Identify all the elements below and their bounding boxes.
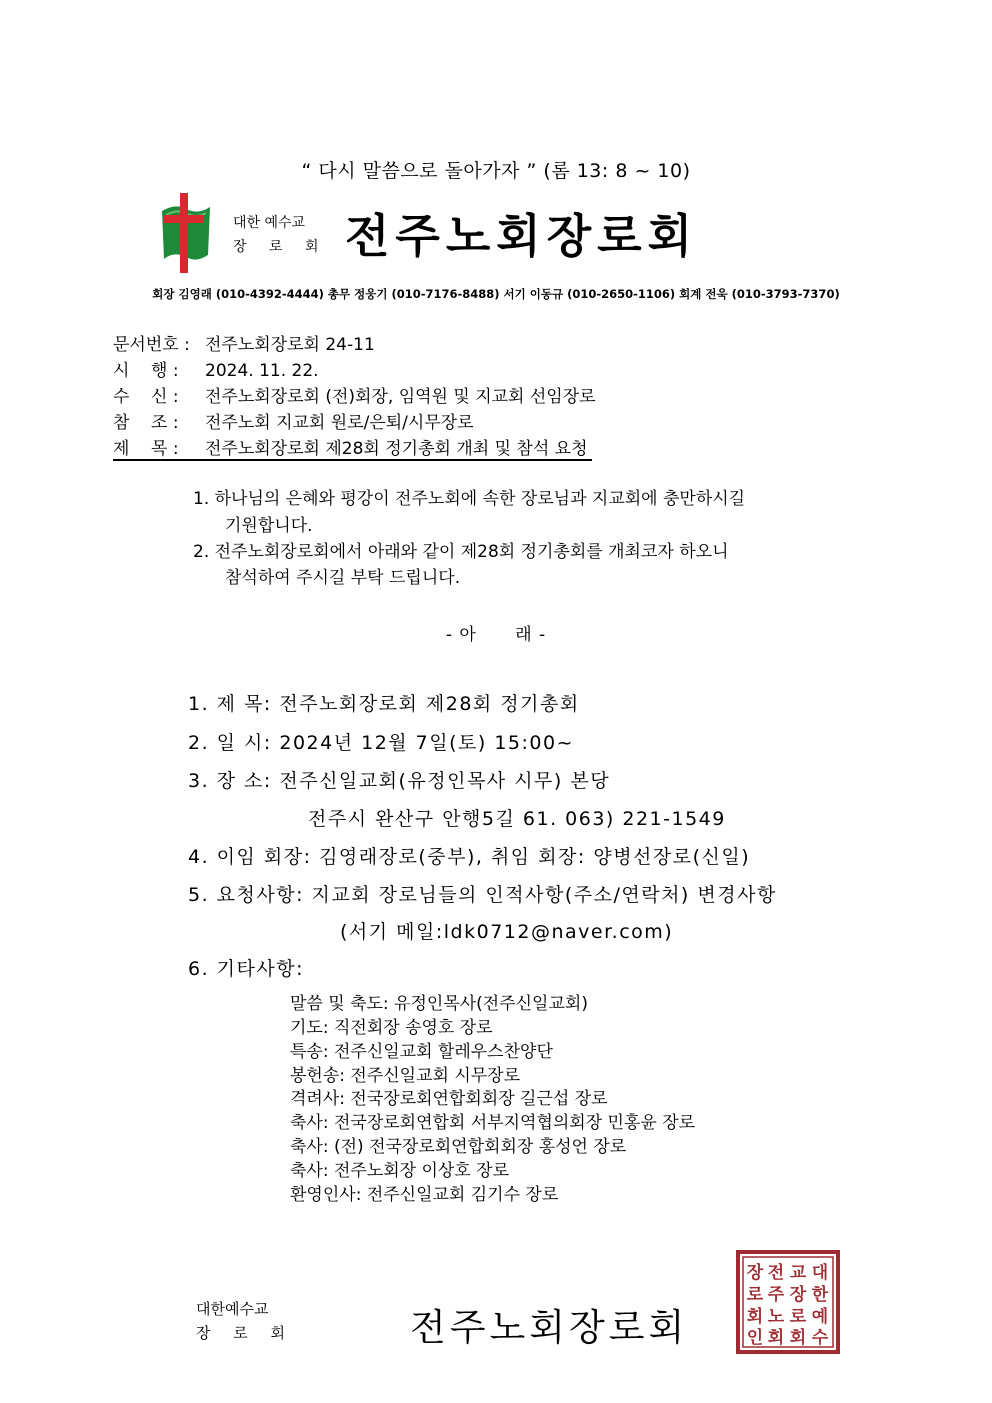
item-etc: 6. 기타사항: [188,958,304,980]
svg-text:회: 회 [789,1328,807,1348]
etc-line: 축사: (전) 전국장로회연합회회장 홍성언 장로 [290,1137,627,1157]
item-request-email: (서기 메일:ldk0712@naver.com) [340,921,674,943]
svg-text:노: 노 [767,1307,785,1327]
etc-line: 말씀 및 축도: 유정인목사(전주신일교회) [290,994,588,1014]
svg-text:장: 장 [789,1285,807,1305]
item-request: 5. 요청사항: 지교회 장로님들의 인적사항(주소/연락처) 변경사항 [188,884,777,906]
svg-text:주: 주 [767,1285,785,1305]
item-officers: 4. 이임 회장: 김영래장로(중부), 취임 회장: 양병선장로(신일) [188,846,751,868]
svg-text:대: 대 [811,1263,829,1283]
footer-title: 전주노회장로회 [410,1306,689,1349]
footer-small-line2: 장 로 회 [196,1324,295,1342]
date-value: 2024. 11. 22. [205,361,319,381]
etc-line: 기도: 직전회장 송영호 장로 [290,1018,493,1038]
org-small-line1: 대한 예수교 [233,215,306,231]
svg-text:회: 회 [767,1328,785,1348]
subject-value: 전주노회장로회 제28회 정기총회 개최 및 참석 요청 [205,439,588,459]
subject-label: 제 목 : [113,439,179,459]
date-label: 시 행 : [113,361,179,381]
doc-number: 전주노회장로회 24-11 [205,335,375,355]
reference-label: 참 조 : [113,413,179,433]
item-place-address: 전주시 완산구 안행5길 61. 063) 221-1549 [308,808,726,830]
section-heading: - 아 래 - [445,625,547,645]
reference-row [113,408,474,433]
etc-line: 특송: 전주신일교회 할레우스찬양단 [290,1042,553,1062]
paragraph-1-line1: 1. 하나님의 은혜와 평강이 전주노회에 속한 장로님과 지교회에 충만하시길 [193,489,746,509]
svg-text:로: 로 [746,1285,764,1305]
paragraph-2-line1: 2. 전주노회장로회에서 아래와 같이 제28회 정기총회를 개최코자 하오니 [193,542,729,562]
recipient-row [113,382,596,407]
paragraph-1-line2: 기원합니다. [225,516,313,536]
etc-line: 격려사: 전국장로회연합회회장 길근섭 장로 [290,1089,608,1109]
cross-flag-icon [158,193,212,273]
paragraph-2-line2: 참석하여 주시길 부탁 드립니다. [225,568,461,588]
doc-number-label: 문서번호 : [113,335,190,355]
reference-value: 전주노회 지교회 원로/은퇴/시무장로 [205,413,474,433]
etc-line: 축사: 전주노회장 이상호 장로 [290,1161,510,1181]
footer-small-line1: 대한예수교 [196,1300,269,1318]
official-seal-icon [736,1250,840,1354]
doc-number-row [113,330,375,355]
etc-line: 봉헌송: 전주신일교회 시무장로 [290,1066,521,1086]
recipient-value: 전주노회장로회 (전)회장, 임역원 및 지교회 선임장로 [205,387,596,407]
org-small-line2: 장 로 회 [233,239,328,255]
item-title: 1. 제 목: 전주노회장로회 제28회 정기총회 [188,693,580,715]
bible-verse: “ 다시 말씀으로 돌아가자 ” (롬 13: 8 ~ 10) [301,160,691,182]
org-title: 전주노회장로회 [345,209,699,263]
svg-text:교: 교 [789,1263,807,1283]
svg-text:로: 로 [789,1307,807,1327]
svg-text:장: 장 [746,1263,764,1283]
etc-line: 환영인사: 전주신일교회 김기수 장로 [290,1185,559,1205]
recipient-label: 수 신 : [113,387,179,407]
svg-text:수: 수 [811,1328,829,1348]
svg-text:예: 예 [811,1307,829,1327]
item-datetime: 2. 일 시: 2024년 12월 7일(토) 15:00~ [188,732,575,754]
svg-text:전: 전 [767,1263,785,1283]
etc-line: 축사: 전국장로회연합회 서부지역협의회장 민홍윤 장로 [290,1113,696,1133]
item-place: 3. 장 소: 전주신일교회(유정인목사 시무) 본당 [188,770,611,792]
subject-row [113,434,592,461]
officers-line: 회장 김영래 (010-4392-4444) 총무 정웅기 (010-7176-8488) 서기 이동규 (010-2650-1106) 회계 전욱 (010-3793-7370) [152,287,840,301]
svg-text:인: 인 [746,1328,764,1348]
svg-text:회: 회 [746,1307,764,1327]
svg-text:한: 한 [811,1285,829,1305]
date-row [113,356,319,381]
